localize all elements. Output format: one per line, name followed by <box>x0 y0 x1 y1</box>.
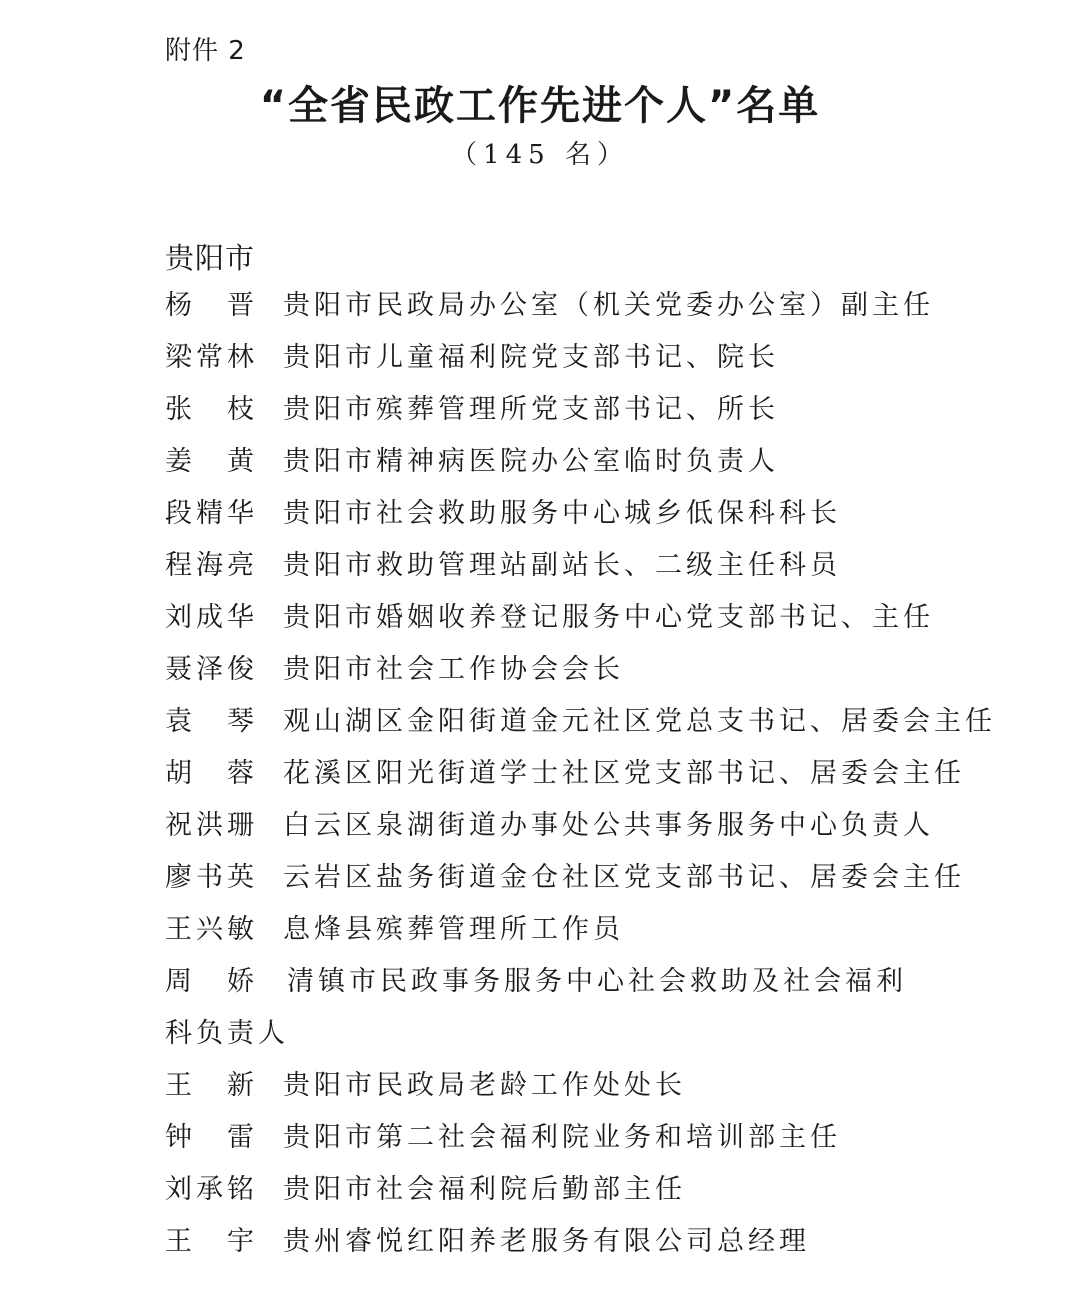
section-heading: 贵阳市 <box>165 241 256 275</box>
person-name: 张 枝 <box>165 394 258 425</box>
list-item <box>165 335 925 387</box>
person-position: 贵阳市婚姻收养登记服务中心党支部书记、主任 <box>283 602 934 633</box>
person-name: 梁常林 <box>165 342 258 373</box>
person-position: 云岩区盐务街道金仓社区党支部书记、居委会主任 <box>283 862 965 893</box>
person-position: 贵阳市救助管理站副站长、二级主任科员 <box>283 550 841 581</box>
person-name: 姜 黄 <box>165 446 258 477</box>
person-name: 刘成华 <box>165 602 258 633</box>
list-item <box>165 387 925 439</box>
list-item <box>165 959 925 1063</box>
list-item <box>165 699 996 751</box>
person-name: 王 宇 <box>165 1226 258 1257</box>
list-item <box>165 855 965 907</box>
list-item <box>165 1063 925 1115</box>
person-position: 贵阳市社会救助服务中心城乡低保科科长 <box>283 498 841 529</box>
list-item <box>165 595 934 647</box>
attachment-label: 附件 2 <box>165 36 246 66</box>
list-item <box>165 803 934 855</box>
person-position: 白云区泉湖街道办事处公共事务服务中心负责人 <box>283 810 934 841</box>
list-item <box>165 439 925 491</box>
person-position: 贵州睿悦红阳养老服务有限公司总经理 <box>283 1226 810 1257</box>
person-position: 息烽县殡葬管理所工作员 <box>283 914 624 945</box>
person-position: 清镇市民政事务服务中心社会救助及社会福利科负责人 <box>165 966 907 1049</box>
list-item <box>165 751 965 803</box>
honoree-list <box>165 283 996 1271</box>
person-name: 袁 琴 <box>165 706 258 737</box>
person-name: 王 新 <box>165 1070 258 1101</box>
person-name: 王兴敏 <box>165 914 258 945</box>
person-position: 贵阳市殡葬管理所党支部书记、所长 <box>283 394 779 425</box>
person-position: 贵阳市民政局办公室（机关党委办公室）副主任 <box>283 290 934 321</box>
document-title: “全省民政工作先进个人”名单 <box>259 83 821 129</box>
person-name: 祝洪珊 <box>165 810 258 841</box>
person-name: 聂泽俊 <box>165 654 258 685</box>
person-position: 贵阳市民政局老龄工作处处长 <box>283 1070 686 1101</box>
list-item <box>165 283 934 335</box>
list-item <box>165 1219 925 1271</box>
person-position: 贵阳市社会工作协会会长 <box>283 654 624 685</box>
total-count: （145 名） <box>451 140 629 170</box>
person-position: 贵阳市儿童福利院党支部书记、院长 <box>283 342 779 373</box>
person-name: 钟 雷 <box>165 1122 258 1153</box>
person-name: 周 娇 <box>165 966 258 997</box>
person-name: 段精华 <box>165 498 258 529</box>
list-item <box>165 907 925 959</box>
person-position: 花溪区阳光街道学士社区党支部书记、居委会主任 <box>283 758 965 789</box>
person-name: 刘承铭 <box>165 1174 258 1205</box>
person-position: 贵阳市精神病医院办公室临时负责人 <box>283 446 779 477</box>
list-item <box>165 491 925 543</box>
person-name: 廖书英 <box>165 862 258 893</box>
list-item <box>165 1115 925 1167</box>
list-item <box>165 647 925 699</box>
person-position: 贵阳市第二社会福利院业务和培训部主任 <box>283 1122 841 1153</box>
person-name: 胡 蓉 <box>165 758 258 789</box>
list-item <box>165 1167 925 1219</box>
person-position: 观山湖区金阳街道金元社区党总支书记、居委会主任 <box>283 706 996 737</box>
list-item <box>165 543 925 595</box>
person-position: 贵阳市社会福利院后勤部主任 <box>283 1174 686 1205</box>
person-name: 杨 晋 <box>165 290 258 321</box>
person-name: 程海亮 <box>165 550 258 581</box>
